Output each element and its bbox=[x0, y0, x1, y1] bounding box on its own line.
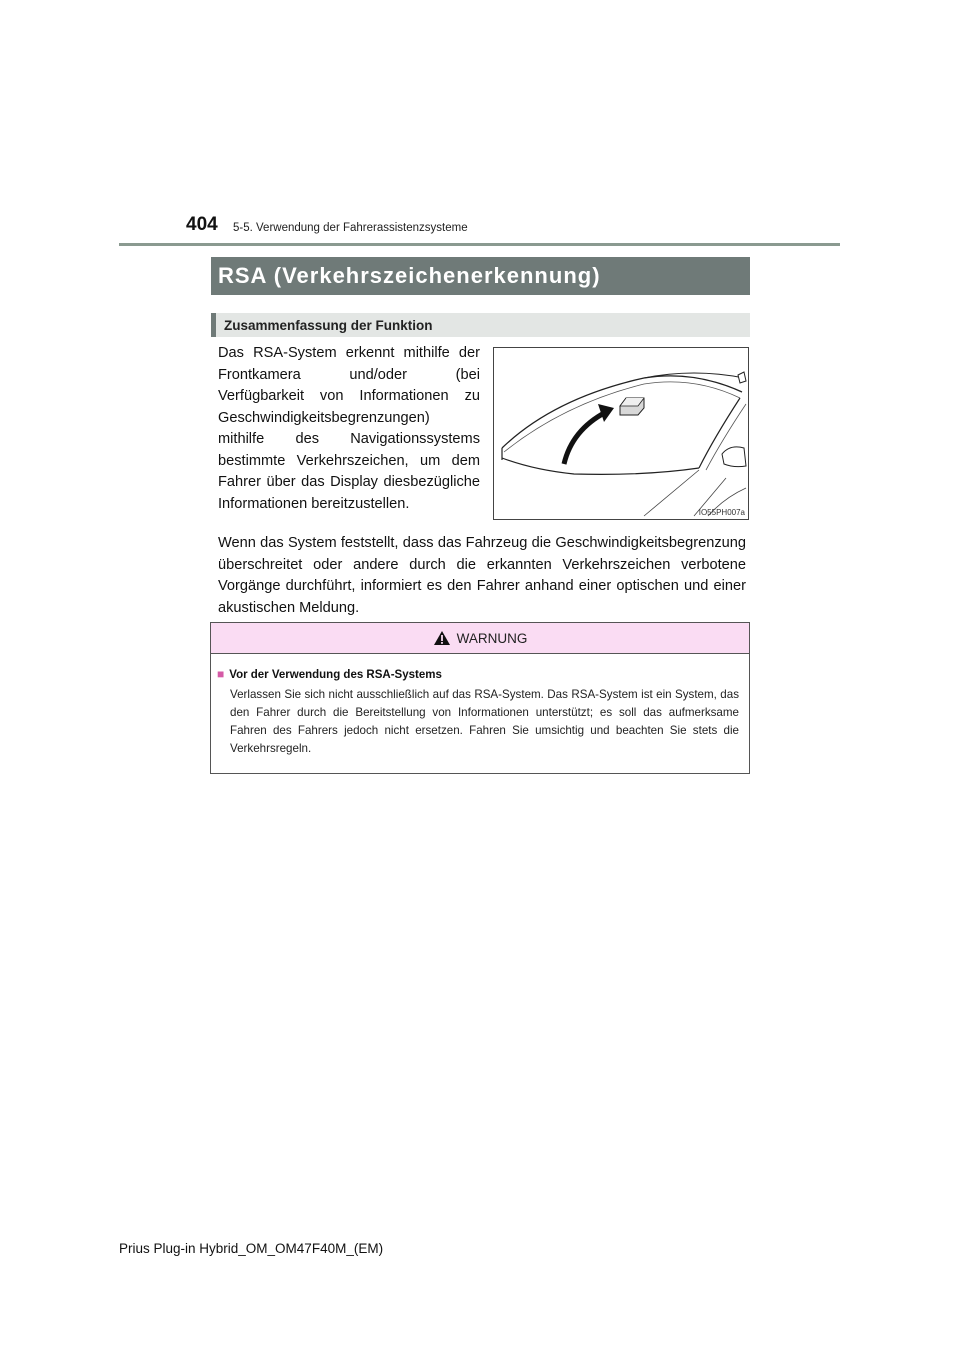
system-description-paragraph: Wenn das System feststellt, dass das Fahrzeug die Geschwindigkeitsbegrenzung überschreitet oder andere durch die erkannten Verkehrszeichen verbotene Vorgänge durchführt, informiert es den Fahrer anhand einer optischen und einer akustischen Meldung. bbox=[218, 535, 746, 616]
warning-item-title-text: Vor der Verwendung des RSA-Systems bbox=[229, 669, 442, 681]
intro-paragraph: Das RSA-System erkennt mithilfe der Frontkamera und/oder (bei Verfügbarkeit von Informationen zu Geschwindigkeitsbegrenzungen) mithilfe des Navigationssystems bestimmte Verkehrszeichen, um dem Fahrer über das Display diesbezügliche Informationen bereitzustellen. bbox=[218, 345, 480, 512]
subsection-heading-text: Zusammenfassung der Funktion bbox=[224, 317, 433, 333]
section-reference: 5-5. Verwendung der Fahrerassistenzsysteme bbox=[233, 222, 468, 234]
windshield-camera-figure bbox=[493, 347, 749, 520]
header-divider bbox=[119, 243, 840, 246]
figure-code: IO55PH007a bbox=[698, 508, 745, 517]
page-title: RSA (Verkehrszeichenerkennung) bbox=[211, 257, 750, 295]
bullet-square-icon: ■ bbox=[217, 667, 225, 681]
warning-header bbox=[211, 623, 749, 654]
warning-label: WARNUNG bbox=[456, 630, 528, 646]
page-number: 404 bbox=[186, 214, 218, 235]
warning-item-text: Verlassen Sie sich nicht ausschließlich auf das RSA-System. Das RSA-System ist ein System, das den Fahrer durch die Bereitstellung von Informationen unterstützt; es soll das aufmerksame Fahren des Fahrers jedoch nicht ersetzen. Fahren Sie umsichtig und beachten Sie stets die Verkehrsregeln. bbox=[230, 688, 739, 755]
warning-item-title bbox=[217, 667, 442, 681]
windshield-illustration bbox=[494, 348, 748, 519]
warning-box bbox=[210, 622, 750, 774]
subsection-heading bbox=[211, 313, 750, 337]
warning-triangle-icon bbox=[433, 630, 451, 646]
footer-document-code: Prius Plug-in Hybrid_OM_OM47F40M_(EM) bbox=[119, 1241, 384, 1256]
